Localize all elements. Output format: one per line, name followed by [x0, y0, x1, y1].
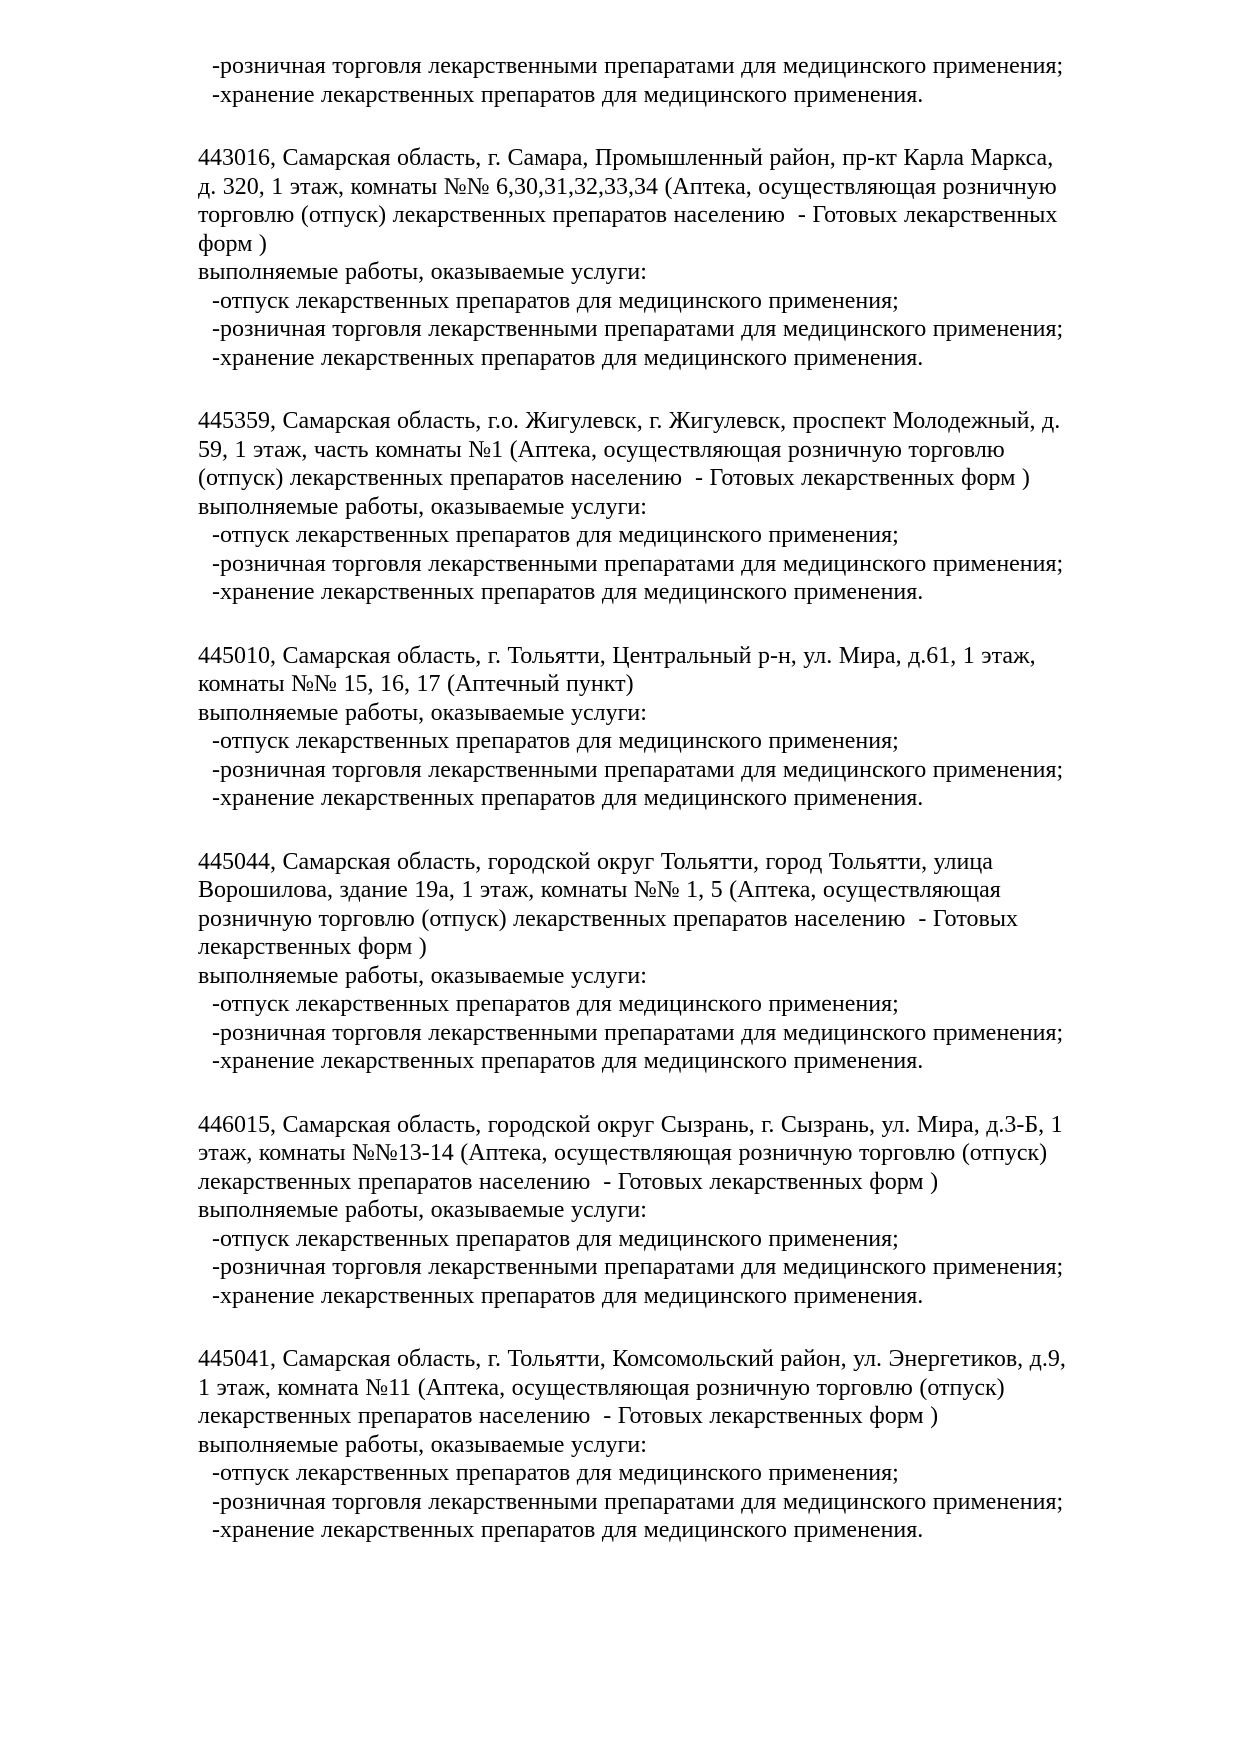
service-line: -розничная торговля лекарственными препаратами для медицинского применения;: [212, 550, 1064, 577]
service-line: -хранение лекарственных препаратов для медицинского применения.: [212, 344, 924, 371]
entry-445044: [198, 848, 1069, 1076]
works-label: выполняемые работы, оказываемые услуги:: [198, 699, 647, 726]
entry-446015: [198, 1111, 1069, 1311]
works-label: выполняемые работы, оказываемые услуги:: [198, 962, 647, 989]
entry-address: 445044, Самарская область, городской округ Тольятти, город Тольятти, улица Ворошилова, здание 19а, 1 этаж, комнаты №№ 1, 5 (Аптека, осуществляющая розничную торговлю (отпуск) лекарственных препаратов населению - Готовых лекарственных форм ): [198, 848, 1025, 960]
service-line: -хранение лекарственных препаратов для медицинского применения.: [212, 785, 924, 811]
entry-address: 445041, Самарская область, г. Тольятти, Комсомольский район, ул. Энергетиков, д.9, 1 этаж, комната №11 (Аптека, осуществляющая розничную торговлю (отпуск) лекарственных препаратов населению - Готовых лекарственных форм ): [198, 1346, 1073, 1429]
intro-service-line: -хранение лекарственных препаратов для медицинского применения.: [212, 81, 924, 108]
entry-445359: [198, 407, 1069, 607]
service-line: -отпуск лекарственных препаратов для медицинского применения;: [212, 1460, 899, 1486]
works-label: выполняемые работы, оказываемые услуги:: [198, 493, 647, 520]
service-line: -отпуск лекарственных препаратов для медицинского применения;: [212, 287, 899, 314]
service-line: -хранение лекарственных препаратов для медицинского применения.: [212, 1282, 924, 1309]
service-line: -хранение лекарственных препаратов для медицинского применения.: [212, 1517, 924, 1543]
entry-address: 445359, Самарская область, г.о. Жигулевск, г. Жигулевск, проспект Молодежный, д. 59, 1 этаж, часть комнаты №1 (Аптека, осуществляющая розничную торговлю (отпуск) лекарственных препаратов населению - Готовых лекарственных форм ): [198, 408, 1067, 491]
entry-445010: [198, 642, 1069, 813]
service-line: -отпуск лекарственных препаратов для медицинского применения;: [212, 1225, 899, 1252]
entry-443016: [198, 144, 1069, 372]
service-line: -отпуск лекарственных препаратов для медицинского применения;: [212, 728, 899, 754]
entry-address: 445010, Самарская область, г. Тольятти, Центральный р-н, ул. Мира, д.61, 1 этаж, комнаты №№ 15, 16, 17 (Аптечный пункт): [198, 642, 1043, 697]
entry-address: 446015, Самарская область, городской округ Сызрань, г. Сызрань, ул. Мира, д.3-Б, 1 этаж, комнаты №№13-14 (Аптека, осуществляющая розничную торговлю (отпуск) лекарственных препаратов населению - Готовых лекарственных форм ): [198, 1111, 1070, 1195]
service-line: -розничная торговля лекарственными препаратами для медицинского применения;: [212, 316, 1064, 342]
service-line: -хранение лекарственных препаратов для медицинского применения.: [212, 579, 924, 605]
entry-445041: [198, 1345, 1073, 1545]
service-line: -отпуск лекарственных препаратов для медицинского применения;: [212, 522, 899, 548]
works-label: выполняемые работы, оказываемые услуги:: [198, 259, 647, 285]
works-label: выполняемые работы, оказываемые услуги:: [198, 1197, 647, 1223]
service-line: -отпуск лекарственных препаратов для медицинского применения;: [212, 991, 899, 1017]
intro-service-line: -розничная торговля лекарственными препаратами для медицинского применения;: [212, 53, 1064, 79]
works-label: выполняемые работы, оказываемые услуги:: [198, 1431, 647, 1458]
service-line: -розничная торговля лекарственными препаратами для медицинского применения;: [212, 1254, 1064, 1280]
service-line: -розничная торговля лекарственными препаратами для медицинского применения;: [212, 756, 1064, 783]
entry-address: 443016, Самарская область, г. Самара, Промышленный район, пр-кт Карла Маркса, д. 320, 1 этаж, комнаты №№ 6,30,31,32,33,34 (Аптека, осуществляющая розничную торговлю (отпуск) лекарственных препаратов населению - Готовых лекарственных форм ): [198, 145, 1064, 257]
service-line: -розничная торговля лекарственными препаратами для медицинского применения;: [212, 1019, 1064, 1046]
service-line: -розничная торговля лекарственными препаратами для медицинского применения;: [212, 1488, 1064, 1515]
service-line: -хранение лекарственных препаратов для медицинского применения.: [212, 1048, 924, 1074]
